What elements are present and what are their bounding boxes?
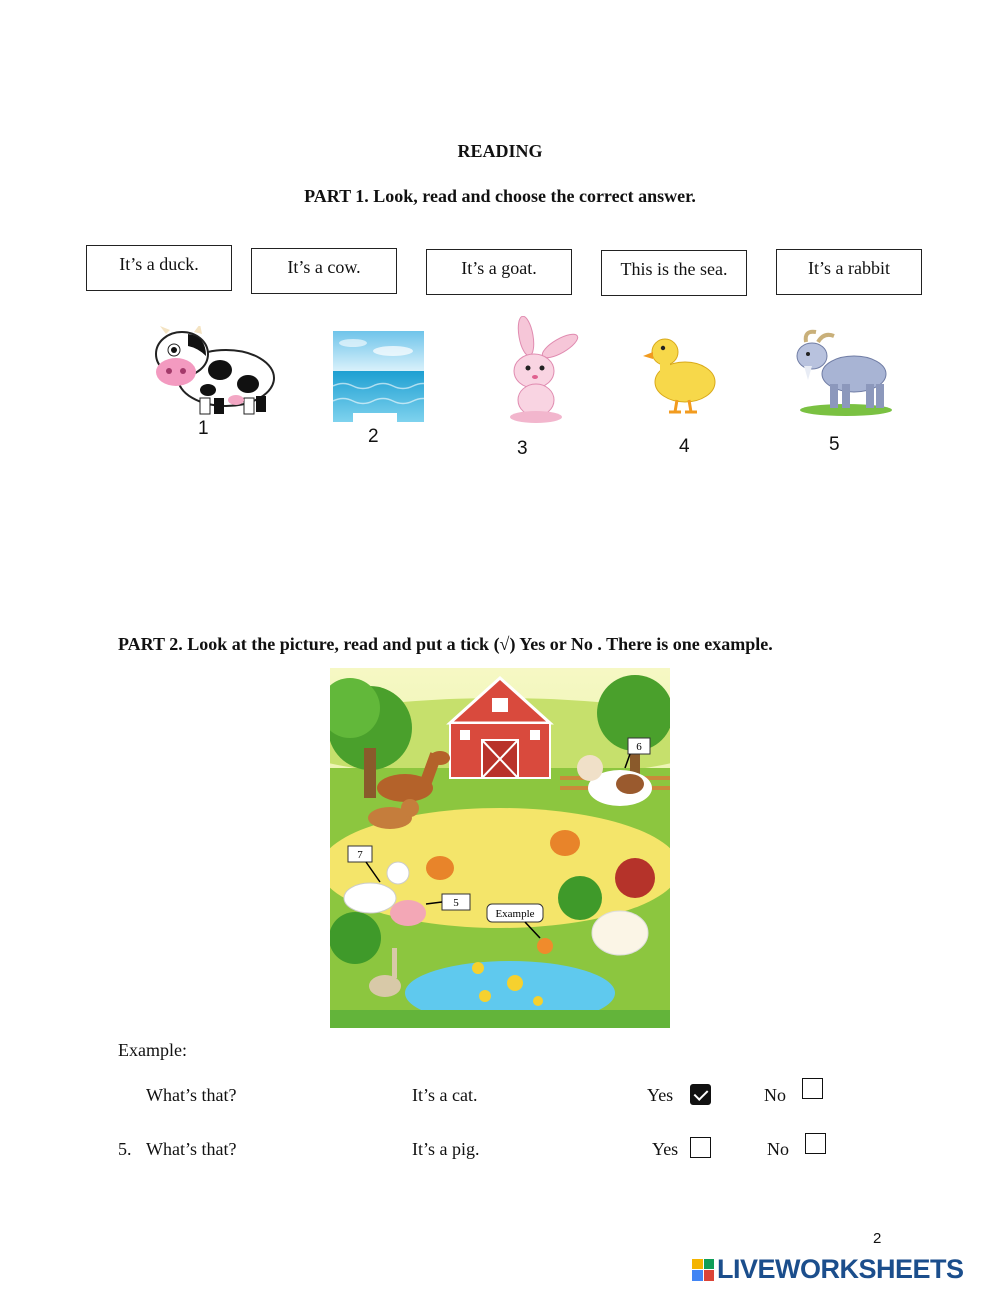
scene-label-6: 6	[636, 741, 642, 753]
sea-icon	[333, 331, 424, 422]
option-box-duck[interactable]: It’s a duck.	[86, 245, 232, 291]
farm-scene-image	[330, 668, 670, 1028]
picture-number-5: 5	[829, 434, 840, 455]
example-yes-label: Yes	[647, 1085, 674, 1105]
picture-number-2: 2	[368, 426, 379, 447]
part2-instructions: PART 2. Look at the picture, read and put a tick (√) Yes or No . There is one example.	[118, 634, 773, 654]
duck-icon	[643, 332, 719, 416]
liveworksheets-logo-icon	[692, 1259, 714, 1281]
example-answer: It’s a cat.	[412, 1085, 478, 1105]
question-5-yes-label: Yes	[652, 1139, 679, 1159]
scene-label-example: Example	[495, 908, 535, 920]
example-question: What’s that?	[146, 1085, 237, 1105]
scene-label-7: 7	[357, 849, 363, 861]
example-yes-checkbox[interactable]	[690, 1084, 711, 1105]
option-box-goat[interactable]: It’s a goat.	[426, 249, 572, 295]
question-5-text: What’s that?	[146, 1139, 237, 1159]
example-no-label: No	[764, 1085, 786, 1105]
part1-instructions: PART 1. Look, read and choose the correct answer.	[304, 186, 696, 206]
rabbit-icon	[498, 316, 584, 426]
question-5-no-label: No	[767, 1139, 789, 1159]
question-5-answer: It’s a pig.	[412, 1139, 480, 1159]
question-number-5: 5.	[118, 1139, 132, 1159]
picture-number-3: 3	[517, 438, 528, 459]
picture-number-4: 4	[679, 436, 690, 457]
reading-heading: READING	[457, 141, 543, 161]
liveworksheets-brand-text: LIVEWORKSHEETS	[717, 1254, 964, 1284]
question-5-yes-checkbox[interactable]	[690, 1137, 711, 1158]
picture-number-1: 1	[198, 418, 209, 439]
option-box-rabbit[interactable]: It’s a rabbit	[776, 249, 922, 295]
liveworksheets-logo	[692, 1254, 964, 1285]
page-number: 2	[873, 1230, 882, 1247]
option-box-cow[interactable]: It’s a cow.	[251, 248, 397, 294]
scene-label-5: 5	[453, 897, 459, 909]
example-no-checkbox[interactable]	[802, 1078, 823, 1099]
cow-icon	[148, 326, 278, 418]
goat-icon	[790, 328, 898, 416]
example-label: Example:	[118, 1040, 187, 1060]
option-box-sea[interactable]: This is the sea.	[601, 250, 747, 296]
question-5-no-checkbox[interactable]	[805, 1133, 826, 1154]
